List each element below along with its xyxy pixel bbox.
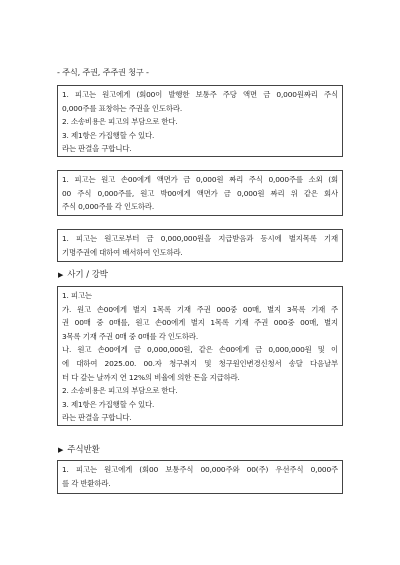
claim-box-1 [57,85,343,157]
box1-line-1: 1. 피고는 원고에게 (회00이 발행한 보통주 주당 액면 금 0,000원짜리 주식 [62,90,338,99]
box2-line-2: 00 주식 0,000주를, 원고 박00에게 액면가 금 0,000원 짜리 위 같은 회사 [62,188,338,198]
section-title-fraud: 사기 / 강박 [67,269,108,279]
box4-line-9: 3. 제1항은 가집행할 수 있다. [62,399,155,409]
box1-line-5: 라는 판결을 구합니다. [62,144,132,154]
claim-box-5 [57,460,343,494]
box4-line-8: 2. 소송비용은 피고의 부담으로 한다. [62,386,178,396]
box4-line-2: 가. 원고 손00에게 별지 1목록 기재 주권 000중 00매, 별지 3목록 기재 주 [62,304,338,314]
box1-line-4: 3. 제1항은 가집행할 수 있다. [62,130,155,140]
box4-line-5: 나. 원고 손00에게 금 0,000,000원, 같은 손00에게 금 0,000,000원 및 이 [62,345,338,355]
box2-line-1: 1. 피고는 원고 손00에게 액면가 금 0,000원 짜리 주식 0,000주를 소외 (회 [62,175,338,184]
box5-line-2: 를 각 반환하라. [62,478,111,488]
triangle-icon: ▶ [58,271,64,279]
box1-line-3: 2. 소송비용은 피고의 부담으로 한다. [62,117,178,127]
claim-box-4 [57,286,343,426]
box2-line-3: 주식 0,000주를 각 인도하라. [62,202,155,212]
box4-line-4: 3목록 기재 주권 0매 중 0매를 각 인도하라. [62,331,199,341]
box4-line-6: 에 대하여 2025.00. 00.자 청구취지 및 청구원인변경신청서 송달 다음날부 [62,358,338,368]
box4-line-10: 라는 판결을 구합니다. [62,413,132,423]
section-heading-fraud [58,268,108,280]
box4-line-3: 권 00매 중 0매를, 원고 손00에게 별지 1목록 기재 주권 000중 00매, 별지 [62,318,338,328]
box4-line-7: 터 다 갚는 날까지 연 12%의 비율에 의한 돈을 지급하라. [62,372,240,382]
box3-line-1: 1. 피고는 원고로부터 금 0,000,000원을 지급받음과 동시에 별지목록 기재 [62,234,338,243]
box1-line-2: 0,000주를 표창하는 주권을 인도하라. [62,103,183,113]
claim-box-2 [57,170,343,216]
top-heading: - 주식, 주권, 주주권 청구 - [57,67,149,77]
box4-line-1: 1. 피고는 [62,291,92,300]
triangle-icon: ▶ [58,446,64,454]
box3-line-2: 기명주권에 대하여 배서하여 인도하라. [62,247,183,257]
box5-line-1: 1. 피고는 원고에게 (회00 보통주식 00,000주와 00(주) 우선주식 0,000주 [62,465,338,474]
section-heading-return [58,443,100,455]
section-title-return: 주식반환 [67,444,100,454]
claim-box-3 [57,229,343,262]
